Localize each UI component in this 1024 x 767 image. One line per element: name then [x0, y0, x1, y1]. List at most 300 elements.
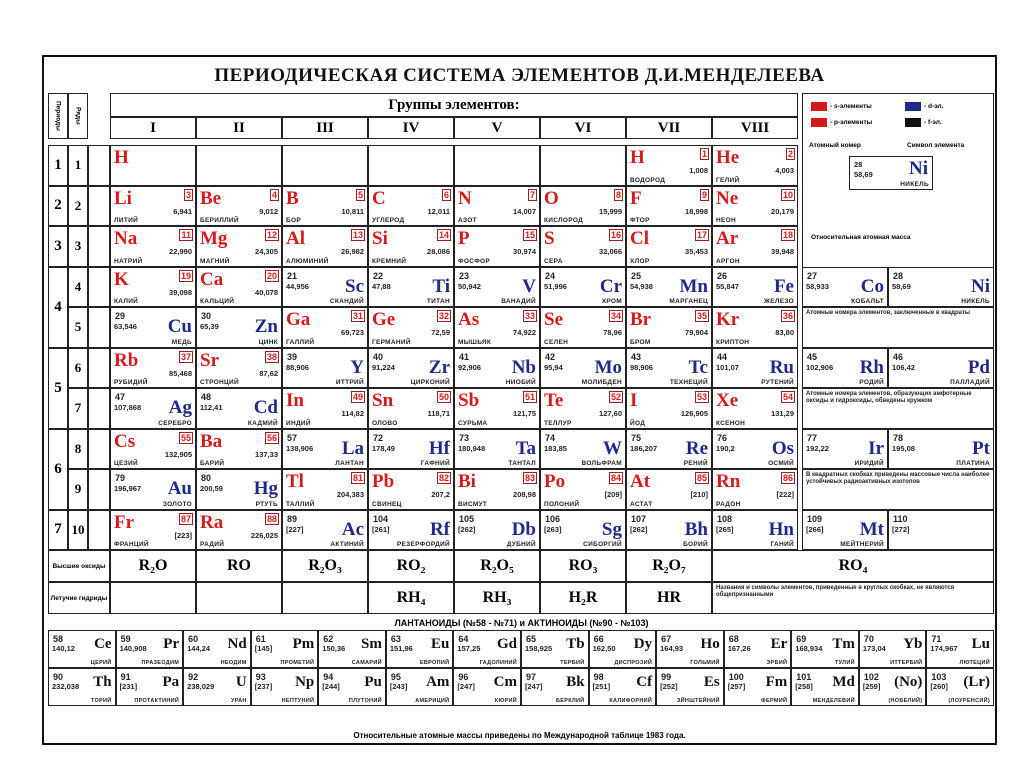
period-label-2 — [48, 186, 68, 227]
hydride-VI — [540, 582, 626, 614]
atomic-number: 19 — [180, 270, 191, 281]
element-Al-13[interactable] — [282, 226, 368, 267]
footer-note: Относительные атомные массы приведены по Международной таблице 1983 года. — [353, 731, 686, 740]
row-number: 4 — [74, 278, 82, 294]
element-Tc-43[interactable] — [626, 348, 712, 389]
element-V-23[interactable] — [454, 267, 540, 308]
element-symbol: Ce — [94, 636, 112, 652]
element-symbol: Cd — [253, 397, 278, 418]
element-symbol: Ca — [200, 268, 224, 290]
element-Y-39[interactable] — [282, 348, 368, 389]
legend-swatch-s — [811, 102, 827, 111]
element-Kr-36[interactable] — [712, 307, 798, 348]
element-Ce-58[interactable] — [48, 630, 116, 668]
element-Fr-87[interactable] — [110, 510, 196, 551]
atomic-number: 41 — [459, 351, 470, 362]
element-name: РУБИДИЙ — [114, 379, 148, 386]
atomic-mass: 98,906 — [630, 362, 653, 372]
element-Es-99[interactable] — [656, 668, 724, 706]
atomic-number: 52 — [610, 392, 621, 402]
element-Si-14[interactable] — [368, 226, 454, 267]
element-Mt-109[interactable] — [802, 510, 888, 551]
element-Pb-82[interactable] — [368, 469, 454, 510]
element-Sr-38[interactable] — [196, 348, 282, 389]
atomic-mass: 162,50 — [592, 644, 616, 653]
element-symbol: At — [630, 471, 651, 492]
atomic-mass: 22,990 — [169, 247, 192, 256]
element-Mg-12[interactable] — [196, 226, 282, 267]
hydride-formula: RH₄ — [396, 589, 426, 606]
hydride-III — [282, 582, 368, 614]
element-Rf-104[interactable] — [368, 510, 454, 551]
atomic-number: 91 — [120, 672, 131, 682]
element-Pr-59[interactable] — [116, 630, 184, 668]
element-S-16[interactable] — [540, 226, 626, 267]
element-P-15[interactable] — [454, 226, 540, 267]
element-Hn-108[interactable] — [712, 510, 798, 551]
element-Ho-67[interactable] — [656, 630, 724, 668]
element-Bk-97[interactable] — [521, 668, 589, 706]
element-symbol: Mg — [200, 228, 228, 249]
atomic-number: 46 — [893, 351, 904, 362]
atomic-number: 53 — [696, 392, 707, 402]
element-Eu-63[interactable] — [386, 630, 454, 668]
element-Cm-96[interactable] — [453, 668, 521, 706]
element-H-1[interactable] — [626, 145, 712, 186]
atomic-mass: [237] — [254, 682, 273, 691]
note-text: Атомные номера элементов, образующих амфотерные оксиды и гидроксиды, обведены кружком — [806, 391, 972, 404]
element-symbol: Rb — [114, 349, 139, 371]
atomic-mass: 138,906 — [286, 443, 314, 453]
element-At-85[interactable] — [626, 469, 712, 510]
legend-label-d: - d-эл. — [924, 103, 944, 110]
element-name: ДИСПРОЗИЙ — [614, 660, 653, 666]
element-symbol: Br — [630, 309, 652, 330]
element-symbol: Sn — [372, 390, 394, 411]
element-Ir-77[interactable] — [802, 429, 888, 470]
element-O-8[interactable] — [540, 186, 626, 227]
element-name: ГЕЛИЙ — [716, 176, 740, 184]
element-Ga-31[interactable] — [282, 307, 368, 348]
element-Ba-56[interactable] — [196, 429, 282, 470]
element-name: ХЛОР — [630, 257, 650, 265]
element-symbol: Md — [832, 674, 855, 690]
period-header-cell — [48, 93, 68, 139]
row-spacer — [88, 429, 110, 470]
atomic-mass: [263] — [544, 524, 562, 534]
element-name: РОДИЙ — [859, 379, 884, 386]
element-symbol: Pr — [163, 636, 180, 652]
row-label-2 — [68, 186, 88, 227]
atomic-mass: 183,85 — [544, 443, 567, 453]
element-Ac-89[interactable] — [282, 510, 368, 551]
element-F-9[interactable] — [626, 186, 712, 227]
atomic-mass: 106,42 — [892, 362, 915, 372]
atomic-mass: [243] — [389, 682, 408, 691]
hydride-VII — [626, 582, 712, 614]
atomic-mass: 95,94 — [544, 362, 563, 372]
atomic-mass: 114,82 — [341, 409, 364, 418]
element-Ge-32[interactable] — [368, 307, 454, 348]
element-name: БРОМ — [630, 338, 651, 346]
element-Am-95[interactable] — [386, 668, 454, 706]
element-symbol: Ru — [769, 356, 794, 378]
empty-cell — [368, 145, 454, 186]
note-text: В квадратных скобках приведены массовые числа наиболее устойчивых радиоактивных изотопов — [806, 472, 990, 485]
hydrides-label: Летучие гидриды — [50, 594, 108, 602]
element-name: ТАЛЛИЙ — [286, 500, 315, 508]
atomic-number: 59 — [120, 634, 131, 644]
element-Se-34[interactable] — [540, 307, 626, 348]
element-Pt-78[interactable] — [888, 429, 994, 470]
element-symbol: H — [630, 147, 645, 168]
element-name: ФТОР — [630, 217, 650, 224]
element-symbol: B — [286, 187, 299, 209]
element-Cr-24[interactable] — [540, 267, 626, 308]
element-name: ПРАЗЕОДИМ — [141, 660, 180, 666]
element-name: РУТЕНИЙ — [761, 379, 794, 386]
element-Th-90[interactable] — [48, 668, 116, 706]
element-Hg-80[interactable] — [196, 469, 282, 510]
atomic-number: 11 — [181, 230, 191, 240]
note-r5 — [802, 307, 994, 348]
element-symbol: Cs — [114, 430, 136, 452]
element-Zn-30[interactable] — [196, 307, 282, 348]
element-name: СТРОНЦИЙ — [200, 379, 239, 386]
atomic-number: 42 — [545, 351, 556, 362]
element-Pd-46[interactable] — [888, 348, 994, 389]
element-Lu-71[interactable] — [926, 630, 994, 668]
element-name: МЫШЬЯК — [458, 338, 492, 346]
element-Po-84[interactable] — [540, 469, 626, 510]
element-name: ИТТЕРБИЙ — [890, 660, 923, 666]
element-Tb-65[interactable] — [521, 630, 589, 668]
atomic-mass: [272] — [892, 524, 910, 534]
period-label-1 — [48, 145, 68, 186]
element-Cf-98[interactable] — [589, 668, 657, 706]
atomic-number: 79 — [115, 473, 126, 483]
atomic-number: 30 — [201, 311, 212, 321]
element-Bh-107[interactable] — [626, 510, 712, 551]
oxide-formula: RO — [227, 557, 251, 574]
element-Cu-29[interactable] — [110, 307, 196, 348]
element-Md-101[interactable] — [791, 668, 859, 706]
element-Pa-91[interactable] — [116, 668, 184, 706]
row-label-10 — [68, 510, 88, 551]
atomic-mass: 137,33 — [255, 449, 278, 459]
element-Sc-21[interactable] — [282, 267, 368, 308]
row-header-label: Ряды — [74, 107, 82, 125]
element-I-53[interactable] — [626, 388, 712, 429]
element-symbol: Tb — [566, 636, 585, 652]
element-symbol: Cl — [630, 228, 649, 249]
element-name: ПОЛОНИЙ — [544, 500, 580, 508]
element-name: АРГОН — [716, 257, 740, 265]
element-Pu-94[interactable] — [318, 668, 386, 706]
row-spacer — [88, 348, 110, 389]
element-H-x[interactable] — [110, 145, 196, 186]
element-name: ИНДИЙ — [286, 419, 311, 427]
atomic-number: 36 — [782, 311, 793, 321]
groups-header-label: Группы элементов: — [388, 96, 520, 113]
element-Er-68[interactable] — [724, 630, 792, 668]
group-label: I — [150, 119, 156, 136]
element-name: КОБАЛЬТ — [851, 298, 884, 305]
element-symbol: Ta — [515, 437, 536, 459]
element-name: (НОБЕЛИЙ) — [888, 698, 923, 704]
atomic-mass: [251] — [592, 682, 611, 691]
element-symbol: Hg — [253, 478, 278, 499]
element-Hf-72[interactable] — [368, 429, 454, 470]
atomic-number: 60 — [188, 634, 199, 644]
element-Rn-86[interactable] — [712, 469, 798, 510]
element-blank-110[interactable] — [888, 510, 994, 551]
element-symbol: P — [458, 228, 470, 249]
element-Fe-26[interactable] — [712, 267, 798, 308]
row-label-7 — [68, 388, 88, 429]
element-name: ЛЮТЕЦИЙ — [959, 660, 990, 666]
atomic-mass: 126,905 — [680, 409, 708, 418]
atomic-mass: 14,007 — [513, 206, 536, 216]
atomic-number: 103 — [931, 672, 947, 682]
element-(Lr)-103[interactable] — [926, 668, 994, 706]
element-Be-4[interactable] — [196, 186, 282, 227]
element-B-5[interactable] — [282, 186, 368, 227]
atomic-mass: 92,906 — [458, 362, 481, 372]
element-Cs-55[interactable] — [110, 429, 196, 470]
element-Te-52[interactable] — [540, 388, 626, 429]
atomic-mass: 131,29 — [771, 409, 794, 418]
atomic-number: 2 — [787, 149, 793, 159]
atomic-number: 17 — [696, 230, 707, 240]
atomic-number: 73 — [459, 432, 470, 443]
element-name: СЕРЕБРО — [158, 419, 192, 427]
oxide-formula: R₂O₃ — [308, 557, 342, 574]
atomic-number: 109 — [807, 513, 823, 524]
atomic-number: 9 — [701, 189, 707, 200]
element-Os-76[interactable] — [712, 429, 798, 470]
element-symbol: Pt — [972, 437, 990, 459]
element-name: БОР — [286, 217, 301, 224]
element-Re-75[interactable] — [626, 429, 712, 470]
element-symbol: Sb — [458, 390, 480, 411]
atomic-number: 107 — [631, 513, 647, 524]
element-Np-93[interactable] — [251, 668, 319, 706]
period-label-3 — [48, 226, 68, 267]
element-Sg-106[interactable] — [540, 510, 626, 551]
element-Sn-50[interactable] — [368, 388, 454, 429]
element-La-57[interactable] — [282, 429, 368, 470]
element-Tl-81[interactable] — [282, 469, 368, 510]
atomic-number: 74 — [545, 432, 556, 443]
element-Zr-40[interactable] — [368, 348, 454, 389]
element-(No)-102[interactable] — [859, 668, 927, 706]
element-symbol: Lu — [971, 636, 990, 652]
element-symbol: Ge — [372, 309, 396, 330]
element-Rb-37[interactable] — [110, 348, 196, 389]
element-He-2[interactable] — [712, 145, 798, 186]
element-Li-3[interactable] — [110, 186, 196, 227]
atomic-mass: 30,974 — [513, 247, 536, 256]
element-name: КСЕНОН — [716, 419, 746, 427]
element-Fm-100[interactable] — [724, 668, 792, 706]
row-number: 9 — [74, 481, 82, 497]
element-name: КЮРИЙ — [494, 698, 517, 704]
element-symbol: Os — [771, 437, 794, 459]
element-symbol: Ne — [716, 187, 739, 209]
atomic-mass: 140,908 — [119, 644, 147, 653]
element-symbol: Pd — [967, 356, 990, 378]
element-symbol: Ni — [971, 275, 990, 297]
element-Br-35[interactable] — [626, 307, 712, 348]
element-Ti-22[interactable] — [368, 267, 454, 308]
element-U-92[interactable] — [183, 668, 251, 706]
element-Sb-51[interactable] — [454, 388, 540, 429]
legend-label-f: - f-эл. — [924, 119, 942, 126]
element-name: АЗОТ — [458, 217, 477, 224]
element-Bi-83[interactable] — [454, 469, 540, 510]
row-label-5 — [68, 307, 88, 348]
atomic-mass: 85,468 — [169, 368, 192, 378]
element-Ne-10[interactable] — [712, 186, 798, 227]
atomic-number: 45 — [807, 351, 818, 362]
oxide-II — [196, 550, 282, 582]
empty-cell — [282, 145, 368, 186]
atomic-number: 64 — [458, 634, 469, 644]
row-label-4 — [68, 267, 88, 308]
element-Xe-54[interactable] — [712, 388, 798, 429]
atomic-number: 85 — [696, 473, 707, 483]
atomic-number: 43 — [631, 351, 642, 362]
element-name: ЗОЛОТО — [162, 500, 192, 508]
element-K-19[interactable] — [110, 267, 196, 308]
atomic-number: 40 — [373, 351, 384, 362]
element-Pm-61[interactable] — [251, 630, 319, 668]
element-Gd-64[interactable] — [453, 630, 521, 668]
element-symbol: Ti — [432, 275, 450, 297]
atomic-number: 22 — [373, 270, 384, 281]
element-symbol: Sg — [601, 518, 622, 540]
group-header-V — [454, 117, 540, 139]
atomic-mass: 55,847 — [716, 281, 739, 291]
element-Ra-88[interactable] — [196, 510, 282, 551]
atomic-number: 92 — [188, 672, 199, 682]
element-Ni-28[interactable] — [888, 267, 994, 308]
row-number: 3 — [74, 238, 82, 254]
atomic-number: 39 — [287, 351, 298, 362]
legend-box — [802, 93, 994, 279]
element-name: ПАЛЛАДИЙ — [950, 379, 990, 386]
element-Dy-66[interactable] — [589, 630, 657, 668]
element-Co-27[interactable] — [802, 267, 888, 308]
element-Db-105[interactable] — [454, 510, 540, 551]
element-Tm-69[interactable] — [791, 630, 859, 668]
oxide-VII — [626, 550, 712, 582]
atomic-mass: 20,179 — [771, 206, 794, 216]
element-Sm-62[interactable] — [318, 630, 386, 668]
element-symbol: Cm — [493, 674, 517, 690]
element-Mo-42[interactable] — [540, 348, 626, 389]
element-Nd-60[interactable] — [183, 630, 251, 668]
table-grid — [44, 57, 999, 747]
element-name: СУРЬМА — [458, 419, 488, 427]
element-symbol: Am — [426, 674, 450, 690]
atomic-mass: [262] — [458, 524, 476, 534]
atomic-number: 33 — [524, 311, 535, 321]
hydride-IV — [368, 582, 454, 614]
element-Cd-48[interactable] — [196, 388, 282, 429]
row-spacer — [88, 307, 110, 348]
atomic-number: 100 — [728, 672, 744, 682]
element-symbol: Mn — [679, 275, 708, 297]
element-As-33[interactable] — [454, 307, 540, 348]
row-number: 10 — [71, 521, 85, 537]
atomic-mass: 9,012 — [259, 206, 278, 216]
element-C-6[interactable] — [368, 186, 454, 227]
element-Cl-17[interactable] — [626, 226, 712, 267]
atomic-number: 28 — [893, 270, 904, 281]
period-number: 5 — [54, 379, 62, 396]
oxide-formula: RO₂ — [396, 557, 426, 574]
note-r9 — [802, 469, 994, 510]
legend-swatch-f — [905, 118, 921, 127]
atomic-number: 26 — [717, 270, 728, 281]
atomic-number: 97 — [526, 672, 537, 682]
element-name: ЦЕЗИЙ — [114, 460, 138, 467]
element-symbol: Eu — [431, 636, 450, 652]
element-Rh-45[interactable] — [802, 348, 888, 389]
element-Ta-73[interactable] — [454, 429, 540, 470]
atomic-number: 34 — [610, 311, 621, 321]
atomic-number: 57 — [287, 432, 298, 443]
element-N-7[interactable] — [454, 186, 540, 227]
element-Ru-44[interactable] — [712, 348, 798, 389]
element-In-49[interactable] — [282, 388, 368, 429]
element-name: РАДОН — [716, 500, 741, 508]
row-spacer — [88, 186, 110, 227]
element-Ag-47[interactable] — [110, 388, 196, 429]
element-symbol: C — [372, 187, 386, 209]
element-symbol: Si — [372, 228, 388, 249]
atomic-mass: 101,07 — [716, 362, 739, 372]
atomic-mass: 10,811 — [341, 206, 364, 216]
element-W-74[interactable] — [540, 429, 626, 470]
element-Nb-41[interactable] — [454, 348, 540, 389]
atomic-number: 51 — [524, 392, 535, 402]
element-Au-79[interactable] — [110, 469, 196, 510]
atomic-mass: 173,04 — [862, 644, 886, 653]
atomic-mass: 69,723 — [341, 328, 364, 337]
legend-example-mass: 58,69 — [854, 170, 873, 179]
element-symbol: Fm — [765, 674, 788, 690]
atomic-number: 1 — [701, 149, 707, 159]
element-Ar-18[interactable] — [712, 226, 798, 267]
atomic-mass: 121,75 — [513, 409, 536, 418]
periodic-table-sheet — [42, 55, 997, 745]
element-Yb-70[interactable] — [859, 630, 927, 668]
element-symbol: Co — [860, 275, 884, 297]
element-Ca-20[interactable] — [196, 267, 282, 308]
atomic-mass: 58,69 — [892, 281, 911, 291]
element-name: ЖЕЛЕЗО — [764, 298, 794, 305]
element-name: ФЕРМИЙ — [761, 698, 788, 704]
atomic-mass: 39,098 — [169, 287, 192, 297]
element-Na-11[interactable] — [110, 226, 196, 267]
atomic-number: 84 — [610, 473, 621, 483]
atomic-mass: 58,933 — [806, 281, 829, 291]
element-Mn-25[interactable] — [626, 267, 712, 308]
element-name: МАГНИЙ — [200, 257, 230, 265]
